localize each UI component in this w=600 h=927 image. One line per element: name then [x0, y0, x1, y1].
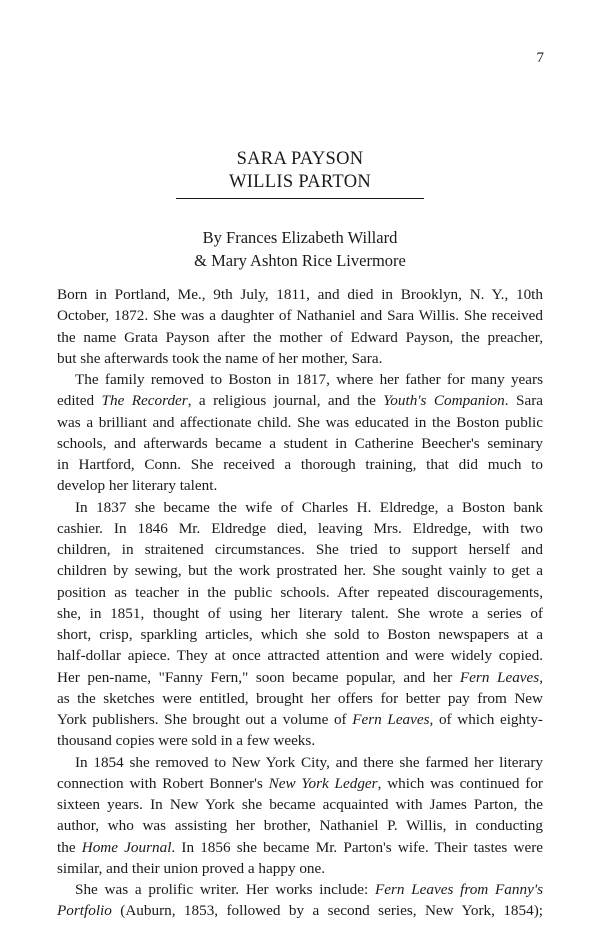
byline: [0, 226, 600, 272]
byline-line: & Mary Ashton Rice Livermore: [194, 251, 406, 270]
text-line: the name Grata Payson after the mother of Edward Payson, the preacher,: [57, 328, 543, 346]
text-line: as the sketches were entitled, brought her offers for better pay from New: [57, 689, 543, 707]
text-line: Portfolio (Auburn, 1853, followed by a second series, New York, 1854);: [57, 902, 543, 920]
text-line: In 1854 she removed to New York City, and there she farmed her literary: [75, 753, 543, 771]
byline-line: By Frances Elizabeth Willard: [202, 228, 398, 247]
text-line: children, in straitened circumstances. She tried to support herself and: [57, 541, 543, 558]
text-line: develop her literary talent.: [57, 477, 218, 495]
text-line: cashier. In 1846 Mr. Eldredge died, leaving Mrs. Eldredge, with two: [57, 519, 543, 537]
text-line: thousand copies were sold in a few weeks.: [57, 732, 316, 750]
text-line: but she afterwards took the name of her mother, Sara.: [57, 349, 383, 367]
italic-title: The Recorder: [101, 392, 188, 410]
body-text: [57, 284, 543, 922]
page-number: 7: [536, 50, 544, 66]
title-divider: [176, 198, 424, 199]
text-line: In 1837 she became the wife of Charles H. Eldredge, a Boston bank: [75, 498, 543, 516]
text-line: half-dollar apiece. They at once attracted attention and were widely copied.: [57, 647, 543, 665]
text-line: author, who was assisting her brother, Nathaniel P. Willis, in conducting: [57, 817, 543, 835]
text-line: Her pen-name, "Fanny Fern," soon became popular, and her Fern Leaves,: [57, 668, 543, 686]
text-line: connection with Robert Bonner's New York Ledger, which was continued for: [57, 774, 543, 792]
text-line: schools, and afterwards became a student in Catherine Beecher's seminary: [57, 434, 543, 452]
text-line: was a brilliant and affectionate child. She was educated in the Boston public: [57, 413, 543, 431]
italic-title: Portfolio: [57, 902, 112, 920]
text-line: she, in 1851, thought of using her literary talent. She wrote a series of: [57, 604, 543, 622]
chapter-title-line: SARA PAYSON: [236, 149, 364, 169]
chapter-title-line: WILLIS PARTON: [228, 172, 372, 192]
paragraph: [57, 284, 543, 369]
italic-title: Home Journal: [81, 838, 172, 856]
text-line: The family removed to Boston in 1817, where her father for many years: [75, 371, 543, 388]
text-line: position as teacher in the public schools. After repeated discouragements,: [57, 583, 543, 601]
text-line: edited The Recorder, a religious journal, and the Youth's Companion. Sara: [57, 392, 543, 410]
paragraph: [57, 879, 543, 922]
text-line: October, 1872. She was a daughter of Nathaniel and Sara Willis. She received: [57, 307, 543, 325]
italic-title: New York Ledger: [268, 774, 378, 792]
text-line: sixteen years. In New York she became acquainted with James Parton, the: [57, 796, 543, 813]
text-line: short, crisp, sparkling articles, which she sold to Boston newspapers at a: [57, 626, 543, 643]
paragraph: [57, 497, 543, 752]
text-line: Born in Portland, Me., 9th July, 1811, and died in Brooklyn, N. Y., 10th: [57, 286, 543, 303]
text-line: She was a prolific writer. Her works include: Fern Leaves from Fanny's: [75, 881, 543, 898]
chapter-title: [0, 148, 600, 194]
text-line: similar, and their union proved a happy one.: [57, 859, 326, 877]
text-line: York publishers. She brought out a volume of Fern Leaves, of which eighty-: [57, 711, 543, 728]
paragraph: [57, 752, 543, 880]
italic-title: Fern Leaves: [459, 668, 540, 686]
italic-title: Fern Leaves from Fanny's: [374, 881, 543, 898]
text-line: children by sewing, but the work prostrated her. She sought vainly to get a: [57, 562, 543, 580]
paragraph: [57, 369, 543, 497]
italic-title: Youth's Companion: [383, 392, 505, 410]
italic-title: Fern Leaves: [352, 711, 430, 728]
text-line: in Hartford, Conn. She received a thorough training, that did much to: [57, 456, 543, 473]
text-line: the Home Journal. In 1856 she became Mr. Parton's wife. Their tastes were: [57, 838, 543, 856]
